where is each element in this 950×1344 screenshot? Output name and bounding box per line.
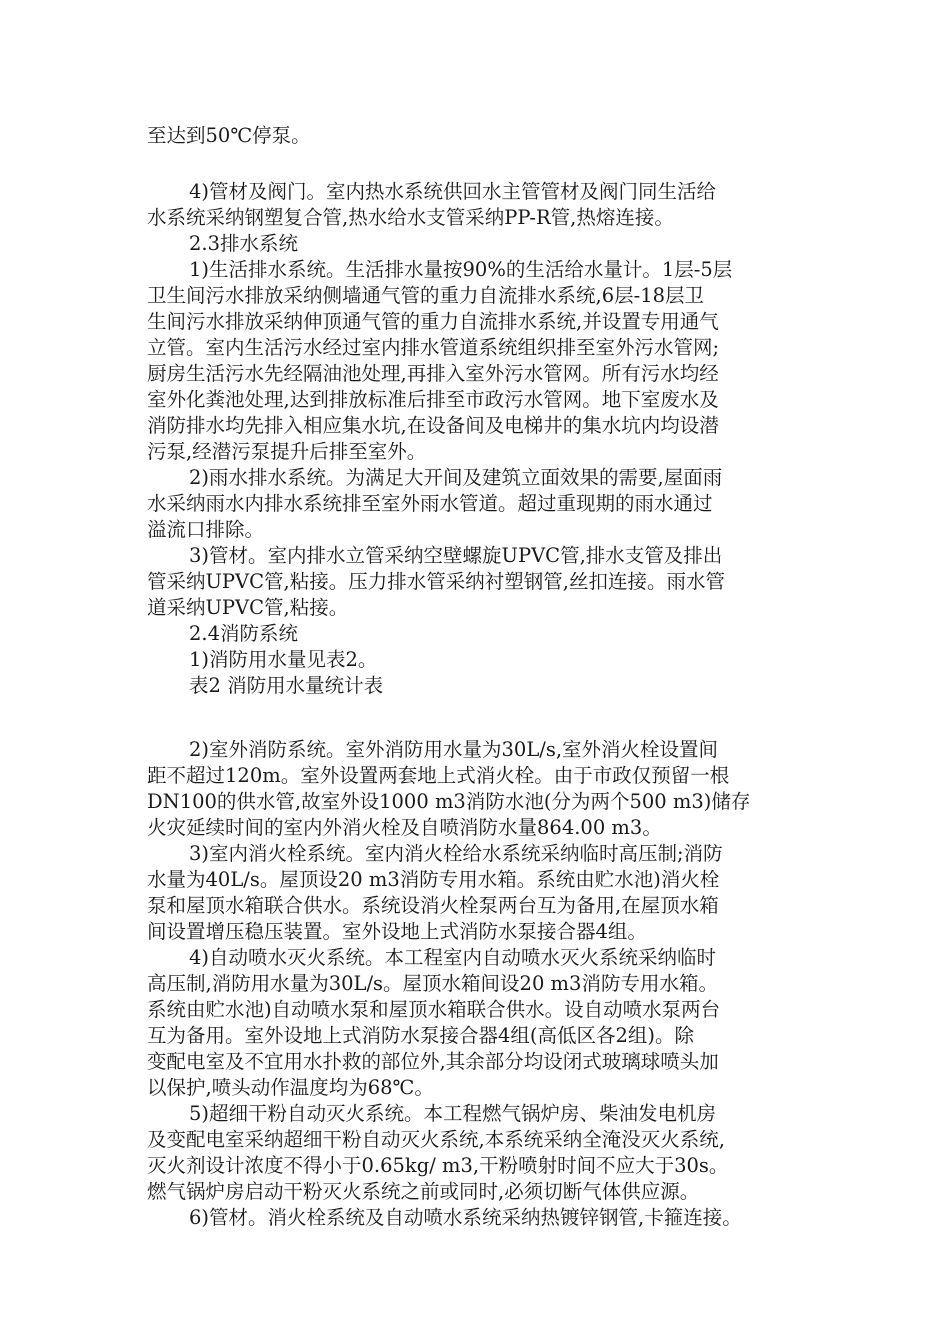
paragraph-line: 水采纳雨水内排水系统排至室外雨水管道。超过重现期的雨水通过: [147, 492, 713, 515]
paragraph-line: 泵和屋顶水箱联合供水。系统设消火栓泵两台互为备用,在屋顶水箱: [147, 894, 719, 917]
paragraph-line: 污泵,经潜污泵提升后排至室外。: [147, 440, 427, 463]
paragraph-line: 水量为40L/s。屋顶设20 m3消防专用水箱。系统由贮水池)消火栓: [147, 868, 720, 891]
paragraph-line: 5)超细干粉自动灭火系统。本工程燃气锅炉房、柴油发电机房: [189, 1102, 717, 1125]
paragraph-line: 3)管材。室内排水立管采纳空壁螺旋UPVC管,排水支管及排出: [189, 544, 723, 567]
paragraph-line: 管采纳UPVC管,粘接。压力排水管采纳衬塑钢管,丝扣连接。雨水管: [147, 570, 725, 593]
paragraph-line: 道采纳UPVC管,粘接。: [147, 596, 349, 619]
paragraph-line: DN100的供水管,故室外设1000 m3消防水池(分为两个500 m3)储存: [147, 790, 751, 813]
paragraph-line: 卫生间污水排放采纳侧墙通气管的重力自流排水系统,6层-18层卫: [147, 284, 705, 307]
paragraph-line: 1)消防用水量见表2。: [189, 648, 378, 671]
table-caption: 表2 消防用水量统计表: [189, 674, 384, 697]
paragraph-line: 系统由贮水池)自动喷水泵和屋顶水箱联合供水。设自动喷水泵两台: [147, 998, 721, 1021]
paragraph-line: 1)生活排水系统。生活排水量按90%的生活给水量计。1层-5层: [189, 258, 733, 281]
paragraph-line: 火灾延续时间的室内外消火栓及自喷消防水量864.00 m3。: [147, 816, 662, 839]
paragraph-line: 互为备用。室外设地上式消防水泵接合器4组(高低区各2组)。除: [147, 1024, 695, 1047]
paragraph-line: 4)自动喷水灭火系统。本工程室内自动喷水灭火系统采纳临时: [189, 946, 717, 969]
paragraph-line: 2)室外消防系统。室外消防用水量为30L/s,室外消火栓设置间: [189, 738, 719, 761]
paragraph-line: 及变配电室采纳超细干粉自动灭火系统,本系统采纳全淹没灭火系统,: [147, 1128, 725, 1151]
paragraph-line: 变配电室及不宜用水扑救的部位外,其余部分均设闭式玻璃球喷头加: [147, 1050, 719, 1073]
section-heading: 2.3排水系统: [189, 232, 299, 255]
paragraph-line: 燃气锅炉房启动干粉灭火系统之前或同时,必须切断气体供应源。: [147, 1180, 700, 1203]
paragraph-line: 间设置增压稳压装置。室外设地上式消防水泵接合器4组。: [147, 920, 647, 943]
paragraph-line: 立管。室内生活污水经过室内排水管道系统组织排至室外污水管网;: [147, 336, 720, 359]
paragraph-line: 以保护,喷头动作温度均为68℃。: [147, 1076, 434, 1099]
paragraph-line: 消防排水均先排入相应集水坑,在设备间及电梯井的集水坑内均设潜: [147, 414, 719, 437]
paragraph-line: 6)管材。消火栓系统及自动喷水系统采纳热镀锌钢管,卡箍连接。: [189, 1206, 742, 1229]
paragraph-line: 至达到50℃停泵。: [147, 124, 311, 147]
paragraph-line: 距不超过120m。室外设置两套地上式消火栓。由于市政仅预留一根: [147, 764, 730, 787]
paragraph-line: 2)雨水排水系统。为满足大开间及建筑立面效果的需要,屋面雨: [189, 466, 723, 489]
paragraph-line: 3)室内消火栓系统。室内消火栓给水系统采纳临时高压制;消防: [189, 842, 723, 865]
paragraph-line: 室外化粪池处理,达到排放标准后排至市政污水管网。地下室废水及: [147, 388, 719, 411]
paragraph-line: 4)管材及阀门。室内热水系统供回水主管管材及阀门同生活给: [189, 180, 717, 203]
paragraph-line: 灭火剂设计浓度不得小于0.65kg/ m3,干粉喷射时间不应大于30s。: [147, 1154, 729, 1177]
paragraph-line: 高压制,消防用水量为30L/s。屋顶水箱间设20 m3消防专用水箱。: [147, 972, 718, 995]
paragraph-line: 溢流口排除。: [147, 518, 265, 541]
section-heading: 2.4消防系统: [189, 622, 299, 645]
paragraph-line: 水系统采纳钢塑复合管,热水给水支管采纳PP-R管,热熔连接。: [147, 206, 674, 229]
paragraph-line: 生间污水排放采纳伸顶通气管的重力自流排水系统,并设置专用通气: [147, 310, 719, 333]
paragraph-line: 厨房生活污水先经隔油池处理,再排入室外污水管网。所有污水均经: [147, 362, 719, 385]
